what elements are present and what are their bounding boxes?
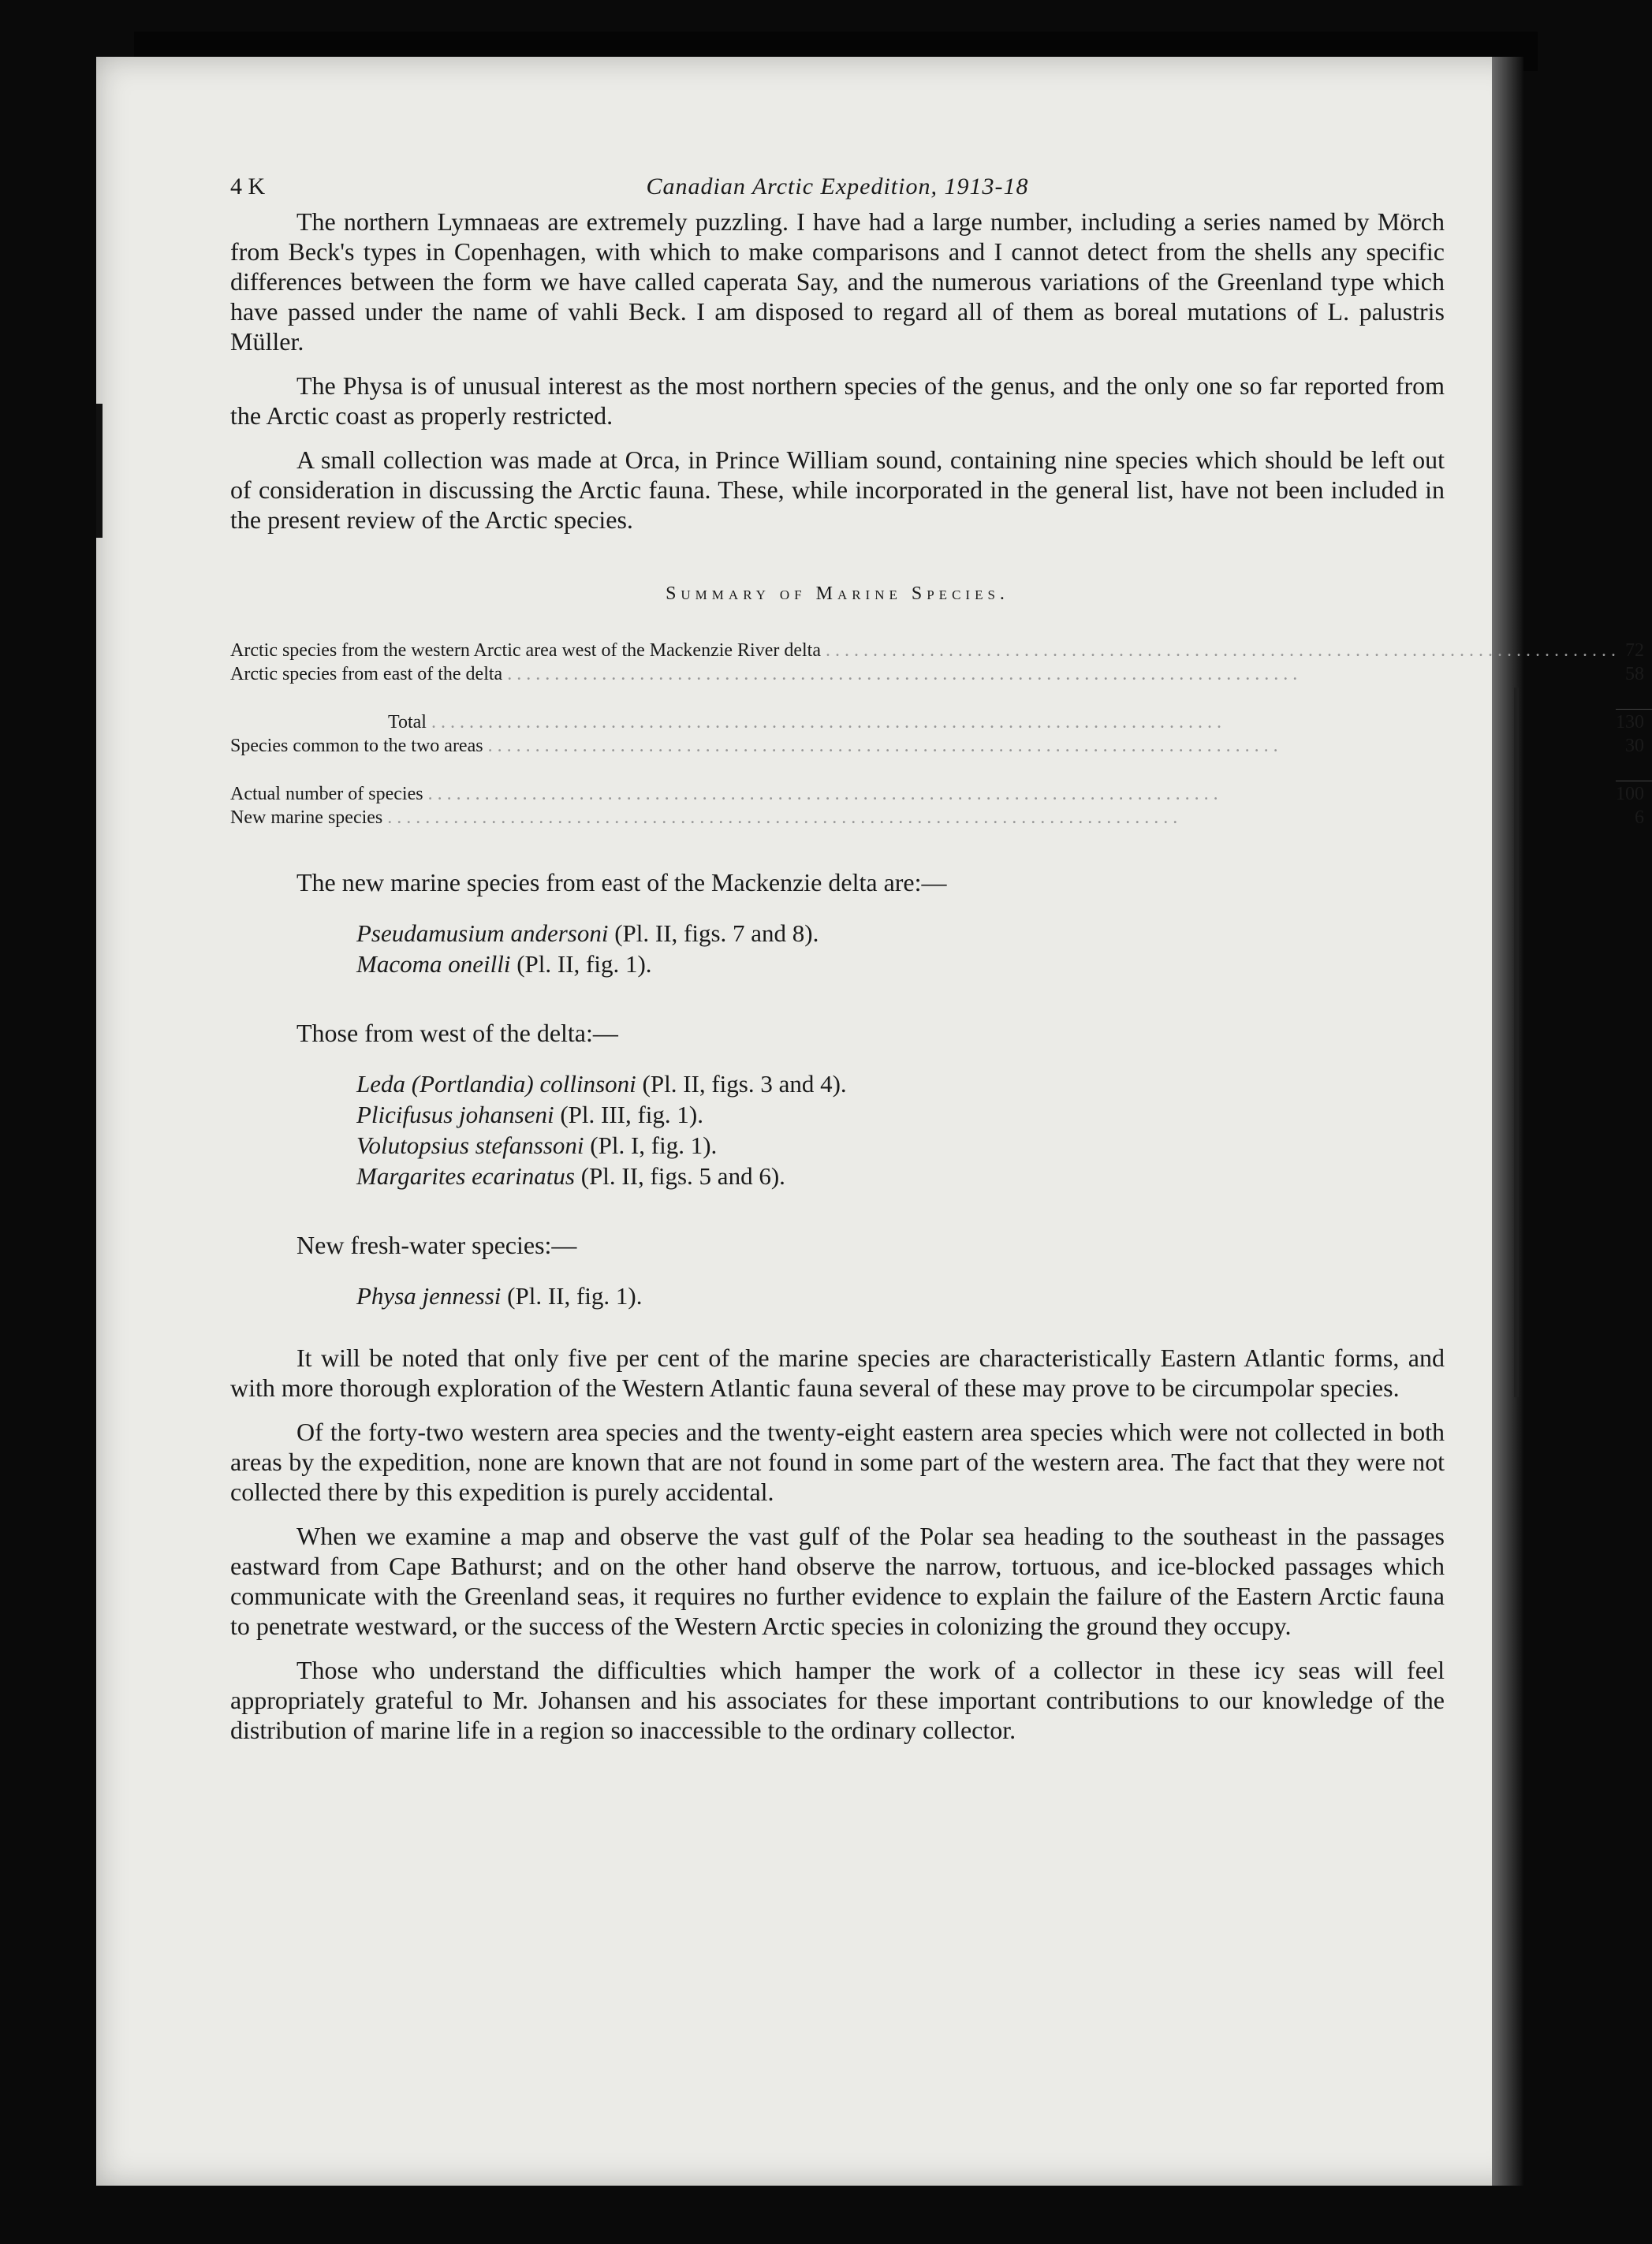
page-number: 4 K <box>230 173 266 199</box>
east-species-intro: The new marine species from east of the Mackenzie delta are:— <box>296 868 947 896</box>
plate-reference: (Pl. III, fig. 1). <box>560 1101 703 1128</box>
page-content <box>230 167 1645 1759</box>
page-edge-shadow <box>1492 57 1523 2186</box>
species-name: Leda (Portlandia) collinsoni <box>356 1070 636 1098</box>
species-name: Volutopsius stefanssoni <box>356 1131 584 1159</box>
paragraphs-bottom <box>230 1343 1445 1745</box>
plate-reference: (Pl. I, fig. 1). <box>590 1131 718 1159</box>
plate-reference: (Pl. II, figs. 5 and 6). <box>580 1162 785 1190</box>
summary-value: 72 <box>1625 640 1645 661</box>
species-entry <box>356 949 1445 979</box>
plate-reference: (Pl. II, fig. 1). <box>507 1282 643 1310</box>
west-species-list <box>230 1068 1445 1191</box>
document-page <box>96 57 1645 2186</box>
summary-table <box>230 638 1652 829</box>
summary-row <box>230 662 1652 685</box>
paragraphs-top <box>230 207 1445 535</box>
summary-label: Total . . . <box>230 710 1616 734</box>
summary-row <box>230 638 1652 662</box>
species-name: Pseudamusium andersoni <box>356 919 609 947</box>
paragraph: A small collection was made at Orca, in Prince William sound, containing nine species which should be left out of consideration in discussing the Arctic fauna. These, while incorporated in the general list, have not been included in the present review of the Arctic species. <box>230 445 1445 534</box>
fresh-water-intro: New fresh-water species:— <box>296 1231 577 1259</box>
paragraph: Of the forty-two western area species and the twenty-eight eastern area species which were not collected in both areas by the expedition, none are known that are not found in some part of the western area. The fact that they were not collected there by this expedition is purely accidental. <box>230 1418 1445 1506</box>
summary-label: Actual number of species . . . <box>230 781 1616 806</box>
plate-reference: (Pl. II, fig. 1). <box>516 950 652 978</box>
species-name: Plicifusus johanseni <box>356 1101 554 1128</box>
paragraph: It will be noted that only five per cent of the marine species are characteristically Eastern Atlantic forms, and with more thorough exploration of the Western Atlantic fauna several of these may prove to be circumpolar species. <box>230 1344 1445 1402</box>
species-name: Macoma oneilli <box>356 950 511 978</box>
margin-mark <box>96 404 103 538</box>
summary-value: 100 <box>1616 781 1652 806</box>
plate-reference: (Pl. II, figs. 7 and 8). <box>614 919 819 947</box>
summary-value: 30 <box>1625 736 1645 756</box>
summary-value: 58 <box>1625 664 1645 684</box>
summary-label: Arctic species from east of the delta . . . <box>230 662 1616 685</box>
species-entry <box>356 1068 1445 1099</box>
summary-value: 130 <box>1616 710 1652 734</box>
plate-reference: (Pl. II, figs. 3 and 4). <box>642 1070 847 1098</box>
species-name: Physa jennessi <box>356 1282 502 1310</box>
paragraph: Those who understand the difficulties which hamper the work of a collector in these icy seas will feel appropriately grateful to Mr. Johansen and his associates for these important contributions to our knowledge of the distribution of marine life in a region so inaccessible to the ordinary collector. <box>230 1656 1445 1744</box>
species-entry <box>356 1280 1445 1311</box>
species-entry <box>356 1161 1445 1191</box>
paragraph: The Physa is of unusual interest as the most northern species of the genus, and the only one so far reported from the Arctic coast as properly restricted. <box>230 371 1445 430</box>
west-species-intro: Those from west of the delta:— <box>296 1019 618 1047</box>
summary-row <box>230 710 1652 734</box>
east-species-list <box>230 918 1445 979</box>
summary-value: 6 <box>1635 807 1645 828</box>
species-name: Margarites ecarinatus <box>356 1162 575 1190</box>
summary-row <box>230 781 1652 806</box>
summary-label: Arctic species from the western Arctic area west of the Mackenzie River delta . . . <box>230 638 1616 662</box>
species-entry <box>356 918 1445 949</box>
summary-row <box>230 733 1652 757</box>
running-head <box>230 167 1445 207</box>
summary-row <box>230 805 1652 829</box>
paragraph: When we examine a map and observe the vast gulf of the Polar sea heading to the southeast in the passages eastward from Cape Bathurst; and on the other hand observe the narrow, tortuous, and ice-blocked passages which communicate with the Greenland seas, it requires no further evidence to explain the failure of the Eastern Arctic fauna to penetrate westward, or the success of the Western Arctic species in colonizing the ground they occupy. <box>230 1522 1445 1640</box>
summary-label: New marine species . . . <box>230 805 1616 829</box>
species-entry <box>356 1099 1445 1130</box>
summary-title: Summary of Marine Species. <box>666 583 1009 604</box>
summary-label: Species common to the two areas . . . <box>230 733 1616 757</box>
fresh-water-list <box>230 1280 1445 1311</box>
paragraph: The northern Lymnaeas are extremely puzzling. I have had a large number, including a series named by Mörch from Beck's types in Copenhagen, with which to make comparisons and I cannot detect from the shells any specific differences between the form we have called caperata Say, and the numerous variations of the Greenland type which have passed under the name of vahli Beck. I am disposed to regard all of them as boreal mutations of L. palustris Müller. <box>230 207 1445 356</box>
running-title: Canadian Arctic Expedition, 1913-18 <box>646 173 1029 199</box>
species-entry <box>356 1130 1445 1161</box>
